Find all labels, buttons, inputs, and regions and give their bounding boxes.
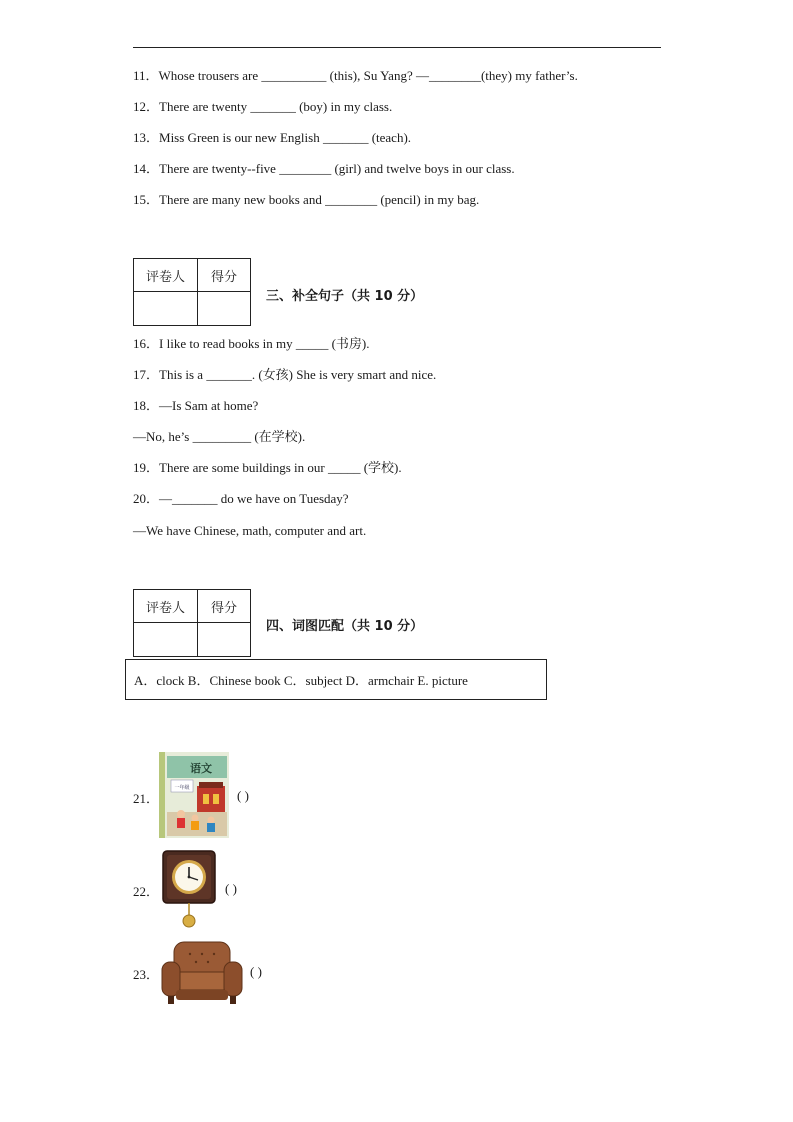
score-table-score-header: 得分 <box>198 259 251 292</box>
question-13: 13．Miss Green is our new English _______ (teach). <box>133 130 412 145</box>
word-options-box: A．clock B．Chinese book C．subject D．armchair E. picture <box>125 659 547 700</box>
question-15: 15．There are many new books and ________ (pencil) in my bag. <box>133 192 480 207</box>
question-17: 17．This is a _______. (女孩) She is very smart and nice. <box>133 367 437 382</box>
score-table-grader-header: 评卷人 <box>134 590 198 623</box>
question-14: 14．There are twenty--five ________ (girl) and twelve boys in our class. <box>133 161 515 176</box>
score-table-grader-header: 评卷人 <box>134 259 198 292</box>
book-grade-text: 一年级 <box>174 785 190 791</box>
question-19: 19．There are some buildings in our _____ (学校). <box>133 460 402 475</box>
score-table-score-header: 得分 <box>198 590 251 623</box>
grader-cell[interactable] <box>134 292 198 326</box>
question-12: 12．There are twenty _______ (boy) in my class. <box>133 99 393 114</box>
question-20-answer: —We have Chinese, math, computer and art. <box>133 523 367 538</box>
armchair-icon <box>160 938 244 1008</box>
score-table-section4 <box>133 589 251 657</box>
header-rule <box>133 47 661 48</box>
item-22-answer[interactable]: ( ) <box>225 881 237 896</box>
question-11: 11．Whose trousers are __________ (this), Su Yang? —________(they) my father’s. <box>133 68 578 83</box>
pendulum-clock-icon <box>161 849 217 929</box>
question-18-answer: —No, he’s _________ (在学校). <box>133 429 306 444</box>
book-title-text: 语文 <box>190 762 212 775</box>
score-cell[interactable] <box>198 292 251 326</box>
item-21-number: 21． <box>133 791 160 806</box>
item-21-answer[interactable]: ( ) <box>237 788 249 803</box>
item-23-number: 23． <box>133 967 160 982</box>
section4-title: 四、词图匹配（共 10 分） <box>266 619 424 634</box>
section3-title: 三、补全句子（共 10 分） <box>266 289 424 304</box>
chinese-book-icon <box>159 752 229 838</box>
question-20: 20．—_______ do we have on Tuesday? <box>133 491 349 506</box>
score-cell[interactable] <box>198 623 251 657</box>
item-23-answer[interactable]: ( ) <box>250 964 262 979</box>
grader-cell[interactable] <box>134 623 198 657</box>
item-22-number: 22． <box>133 884 160 899</box>
question-18: 18．—Is Sam at home? <box>133 398 259 413</box>
question-16: 16．I like to read books in my _____ (书房). <box>133 336 370 351</box>
score-table-section3 <box>133 258 251 326</box>
